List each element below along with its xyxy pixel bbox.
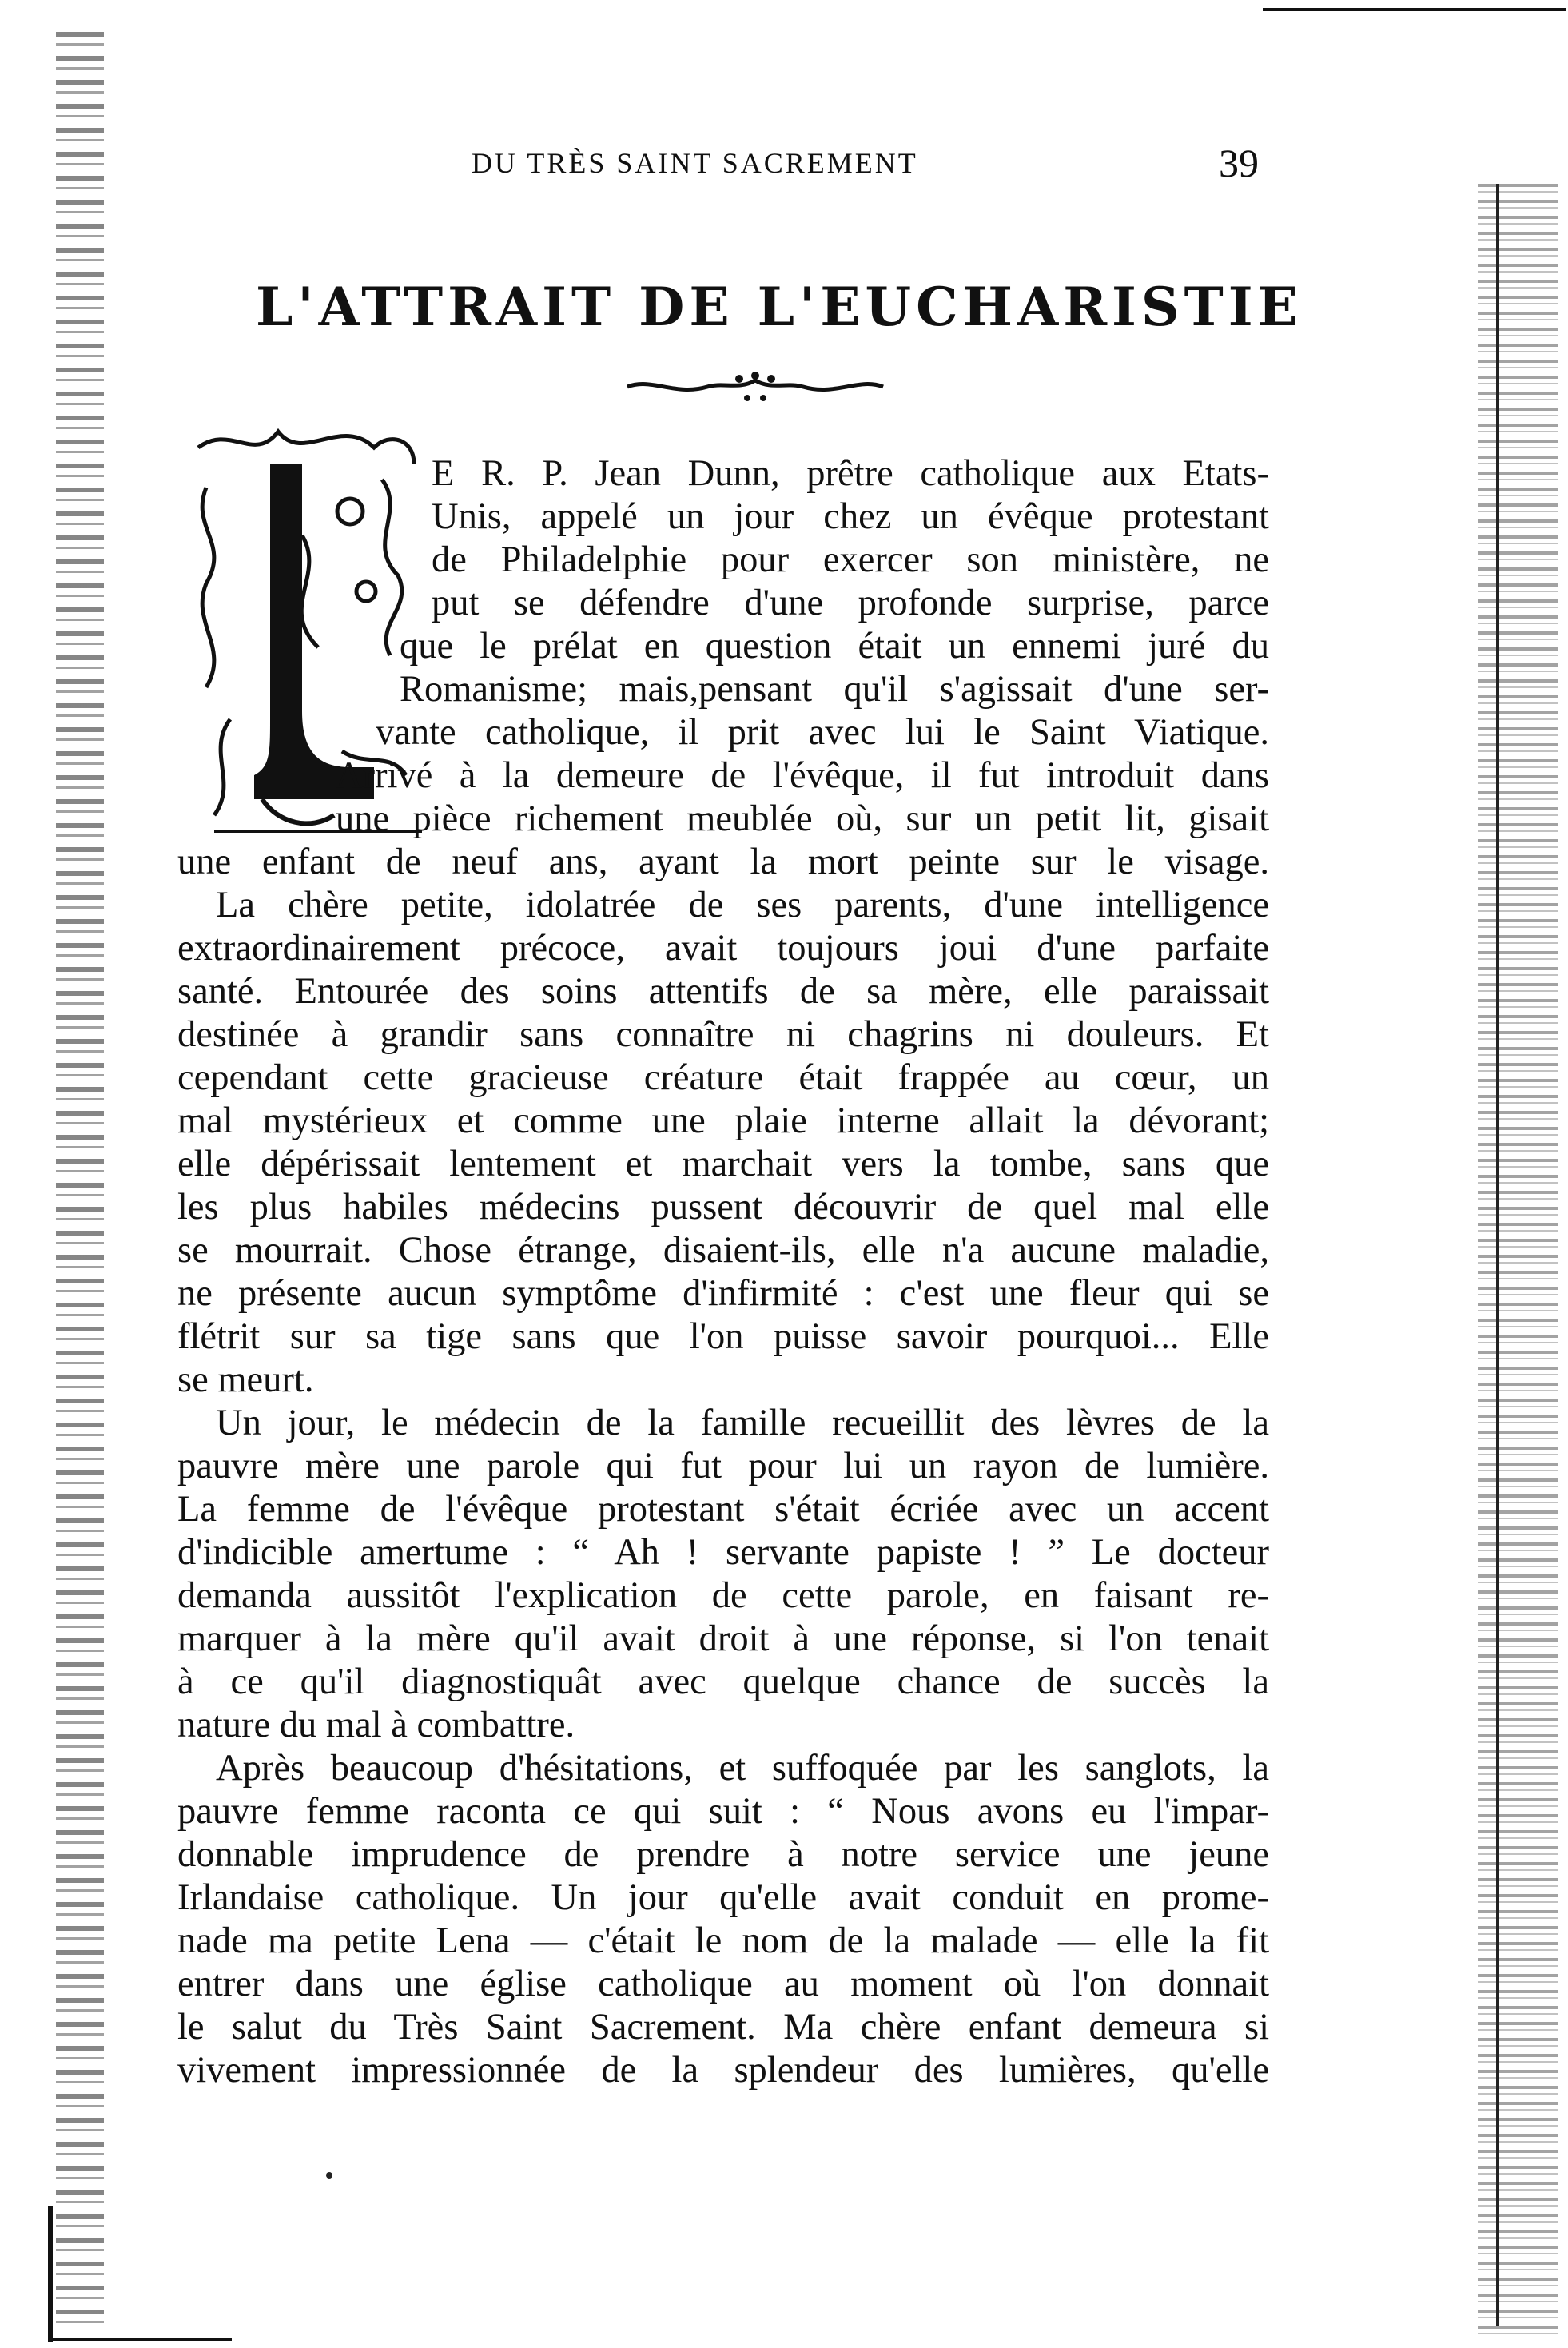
body-line: Romanisme; mais,pensant qu'il s'agissait d'une ser- <box>400 669 1269 710</box>
body-line: extraordinairement précoce, avait toujours joui d'une parfaite <box>177 928 1269 969</box>
body-line: entrer dans une église catholique au moment où l'on donnait <box>177 1964 1269 2004</box>
running-head: DU TRÈS SAINT SACREMENT <box>472 147 918 179</box>
body-line: ne présente aucun symptôme d'infirmité : c'est une fleur qui se <box>177 1273 1269 1314</box>
body-line: d'indicible amertume : “ Ah ! servante papiste ! ” Le docteur <box>177 1532 1269 1573</box>
scan-edge-left-line <box>48 2206 53 2342</box>
scan-edge-top-rule <box>1263 8 1566 11</box>
body-line: marquer à la mère qu'il avait droit à une réponse, si l'on tenait <box>177 1618 1269 1659</box>
body-line: nade ma petite Lena — c'était le nom de la malade — elle la fit <box>177 1920 1269 1961</box>
body-line: La chère petite, idolatrée de ses parents, d'une intelligence <box>216 885 1269 925</box>
body-line: donnable imprudence de prendre à notre service une jeune <box>177 1834 1269 1875</box>
body-line: demanda aussitôt l'explication de cette parole, en faisant re- <box>177 1575 1269 1616</box>
body-line: pauvre femme raconta ce qui suit : “ Nous avons eu l'impar- <box>177 1791 1269 1832</box>
body-line: mal mystérieux et comme une plaie interne allait la dévorant; <box>177 1100 1269 1141</box>
body-line: vivement impressionnée de la splendeur des lumières, qu'elle <box>177 2050 1269 2091</box>
page-number: 39 <box>1219 141 1259 185</box>
body-line: se mourrait. Chose étrange, disaient-ils, elle n'a aucune maladie, <box>177 1230 1269 1271</box>
body-line: Après beaucoup d'hésitations, et suffoquée par les sanglots, la <box>216 1748 1269 1789</box>
body-line: elle dépérissait lentement et marchait vers la tombe, sans que <box>177 1144 1269 1184</box>
body-line: pauvre mère une parole qui fut pour lui un rayon de lumière. <box>177 1446 1269 1486</box>
body-line: une enfant de neuf ans, ayant la mort peinte sur le visage. <box>177 842 1269 882</box>
scan-edge-left-foot <box>48 2338 232 2341</box>
chapter-title: L'ATTRAIT DE L'EUCHARISTIE <box>256 276 1303 338</box>
body-line: destinée à grandir sans connaître ni chagrins ni douleurs. Et <box>177 1014 1269 1055</box>
body-line: une pièce richement meublée où, sur un petit lit, gisait <box>336 798 1269 839</box>
body-line: le salut du Très Saint Sacrement. Ma chère enfant demeura si <box>177 2007 1269 2048</box>
body-line: santé. Entourée des soins attentifs de sa mère, elle paraissait <box>177 971 1269 1012</box>
body-line: se meurt. <box>177 1359 314 1400</box>
body-line: vante catholique, il prit avec lui le Saint Viatique. <box>376 712 1269 753</box>
scan-speck <box>326 2172 332 2179</box>
body-line: flétrit sur sa tige sans que l'on puisse savoir pourquoi... Elle <box>177 1316 1269 1357</box>
body-line: E R. P. Jean Dunn, prêtre catholique aux Etats- <box>432 453 1269 494</box>
title-ornament-icon <box>619 369 891 404</box>
body-line: Unis, appelé un jour chez un évêque protestant <box>432 496 1269 537</box>
body-line: cependant cette gracieuse créature était frappée au cœur, un <box>177 1057 1269 1098</box>
body-line: de Philadelphie pour exercer son ministère, ne <box>432 539 1269 580</box>
body-line: à ce qu'il diagnostiquât avec quelque chance de succès la <box>177 1662 1269 1702</box>
body-line: que le prélat en question était un ennemi juré du <box>400 626 1269 667</box>
scan-edge-left <box>56 32 104 2326</box>
body-line: Irlandaise catholique. Un jour qu'elle avait conduit en prome- <box>177 1877 1269 1918</box>
scan-edge-right <box>1478 184 1558 2342</box>
body-line: les plus habiles médecins pussent découvrir de quel mal elle <box>177 1187 1269 1228</box>
scan-edge-right-line <box>1496 184 1499 2326</box>
body-line: nature du mal à combattre. <box>177 1705 575 1745</box>
body-line: Un jour, le médecin de la famille recueillit des lèvres de la <box>216 1403 1269 1443</box>
body-line: La femme de l'évêque protestant s'était écriée avec un accent <box>177 1489 1269 1530</box>
body-line: put se défendre d'une profonde surprise, parce <box>432 583 1269 623</box>
page-header <box>0 140 1568 196</box>
body-line: Arrivé à la demeure de l'évêque, il fut introduit dans <box>336 755 1269 796</box>
